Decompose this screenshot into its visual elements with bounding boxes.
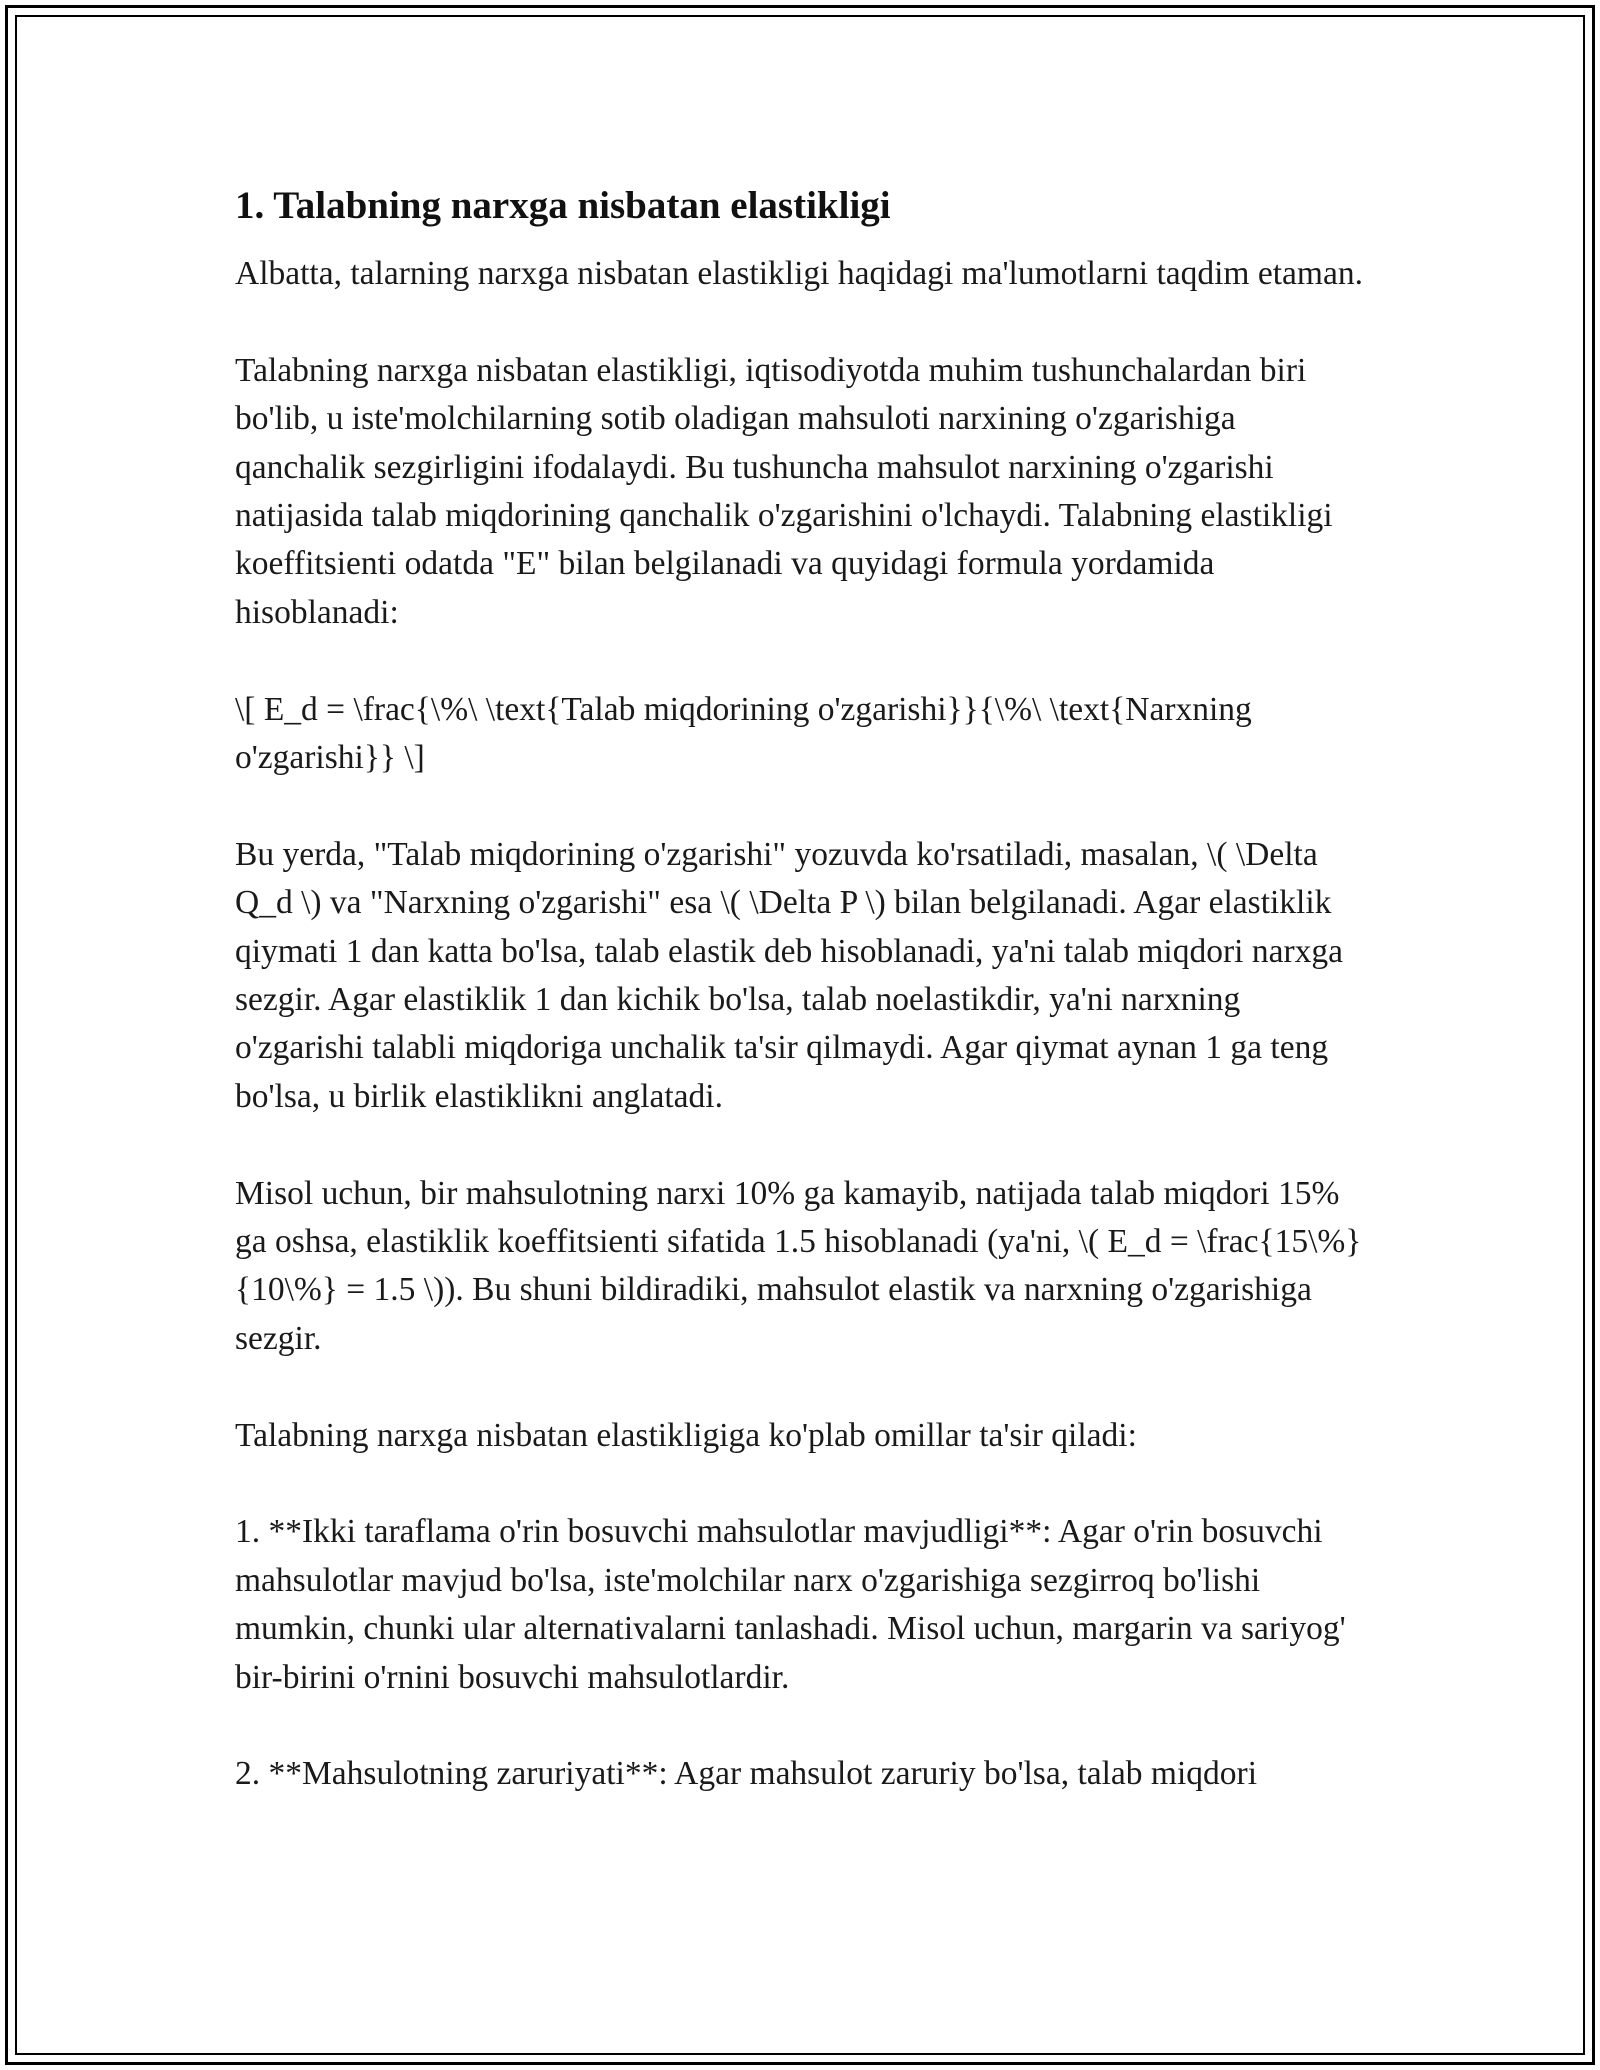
paragraph-explanation: Bu yerda, "Talab miqdorining o'zgarishi" yozuvda ko'rsatiladi, masalan, \( \Delta Q_d \) va "Narxning o'zgarishi" esa \( \Delta P \) bilan belgilanadi. Agar elastiklik qiymati 1 dan katta bo'lsa, talab elastik deb hisoblanadi, ya'ni talab miqdori narxga sezgir. Agar elastiklik 1 dan kichik bo'lsa, talab noelastikdir, ya'ni narxning o'zgarishi talabli miqdoriga unchalik ta'sir qilmaydi. Agar qiymat aynan 1 ga teng bo'lsa, u birlik elastiklikni anglatadi. <box>235 835 1343 1115</box>
paragraph-formula: \[ E_d = \frac{\%\ \text{Talab miqdorining o'zgarishi}}{\%\ \text{Narxning o'zgarishi}} \] <box>235 690 1252 777</box>
paragraph-example: Misol uchun, bir mahsulotning narxi 10% ga kamayib, natijada talab miqdori 15% ga oshsa, elastiklik koeffitsienti sifatida 1.5 hisoblanadi (ya'ni, \( E_d = \frac{15\%}{10\%} = 1.5 \)). Bu shuni bildiradiki, mahsulot elastik va narxning o'zgarishiga sezgir. <box>235 1174 1362 1357</box>
document-body <box>235 180 1365 1799</box>
list-item-necessity: 2. **Mahsulotning zaruriyati**: Agar mahsulot zaruriy bo'lsa, talab miqdori <box>235 1755 1257 1793</box>
paragraph-intro: Albatta, talarning narxga nisbatan elastikligi haqidagi ma'lumotlarni taqdim etaman. <box>235 255 1363 292</box>
paragraph-definition: Talabning narxga nisbatan elastikligi, iqtisodiyotda muhim tushunchalardan biri bo'lib, u iste'molchilarning sotib oladigan mahsuloti narxining o'zgarishiga qanchalik sezgirligini ifodalaydi. Bu tushuncha mahsulot narxining o'zgarishi natijasida talab miqdorining qanchalik o'zgarishini o'lchaydi. Talabning elastikligi koeffitsienti odatda "E" bilan belgilanadi va quyidagi formula yordamida hisoblanadi: <box>235 351 1333 631</box>
paragraph-factors-intro: Talabning narxga nisbatan elastikligiga ko'plab omillar ta'sir qiladi: <box>235 1416 1137 1454</box>
list-item-substitutes: 1. **Ikki taraflama o'rin bosuvchi mahsulotlar mavjudligi**: Agar o'rin bosuvchi mahsulotlar mavjud bo'lsa, iste'molchilar narx o'zgarishiga sezgirroq bo'lishi mumkin, chunki ular alternativalarni tanlashadi. Misol uchun, margarin va sariyog' bir-birini o'rnini bosuvchi mahsulotlardir. <box>235 1513 1346 1696</box>
document-title: 1. Talabning narxga nisbatan elastikligi <box>235 184 891 227</box>
